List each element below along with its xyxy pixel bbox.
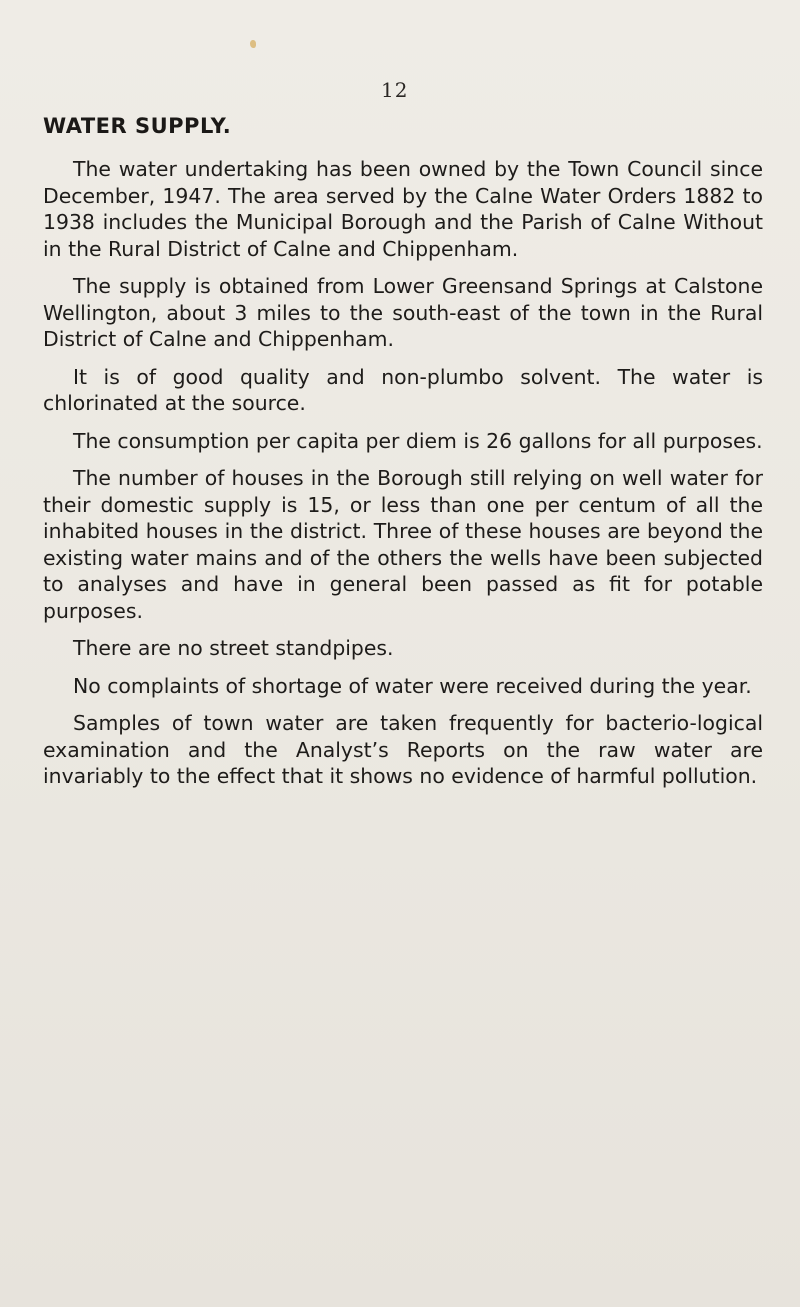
paper-blemish [250, 40, 256, 48]
section-heading: WATER SUPPLY. [43, 114, 232, 138]
paragraph-wells: The number of houses in the Borough still relying on well water for their domestic supply is 15, or less than one per centum of all the inhabited houses in the district. Three of these houses are beyond the existing water mains and of the others the wells have been subjected to analyses and have in general been passed as fit for potable purposes. [43, 466, 763, 623]
paragraph-ownership: The water undertaking has been owned by the Town Council since December, 1947. The area served by the Calne Water Orders 1882 to 1938 includes the Municipal Borough and the Parish of Calne Without in the Rural District of Calne and Chippenham. [43, 157, 763, 261]
paragraph-source: The supply is obtained from Lower Greensand Springs at Calstone Wellington, about 3 miles to the south-east of the town in the Rural District of Calne and Chippenham. [43, 274, 763, 351]
page-number: 12 [381, 78, 409, 102]
paragraph-consumption: The consumption per capita per diem is 26 gallons for all purposes. [73, 428, 763, 453]
paragraph-quality: It is of good quality and non-plumbo solvent. The water is chlorinated at the source. [43, 364, 763, 415]
paragraph-samples: Samples of town water are taken frequently for bacterio-logical examination and the Analyst’s Reports on the raw water are invariably to the effect that it shows no evidence of harmful pollution. [43, 711, 763, 788]
section-body [43, 156, 763, 801]
paragraph-standpipes: There are no street standpipes. [73, 636, 394, 660]
paragraph-complaints: No complaints of shortage of water were received during the year. [73, 673, 752, 698]
